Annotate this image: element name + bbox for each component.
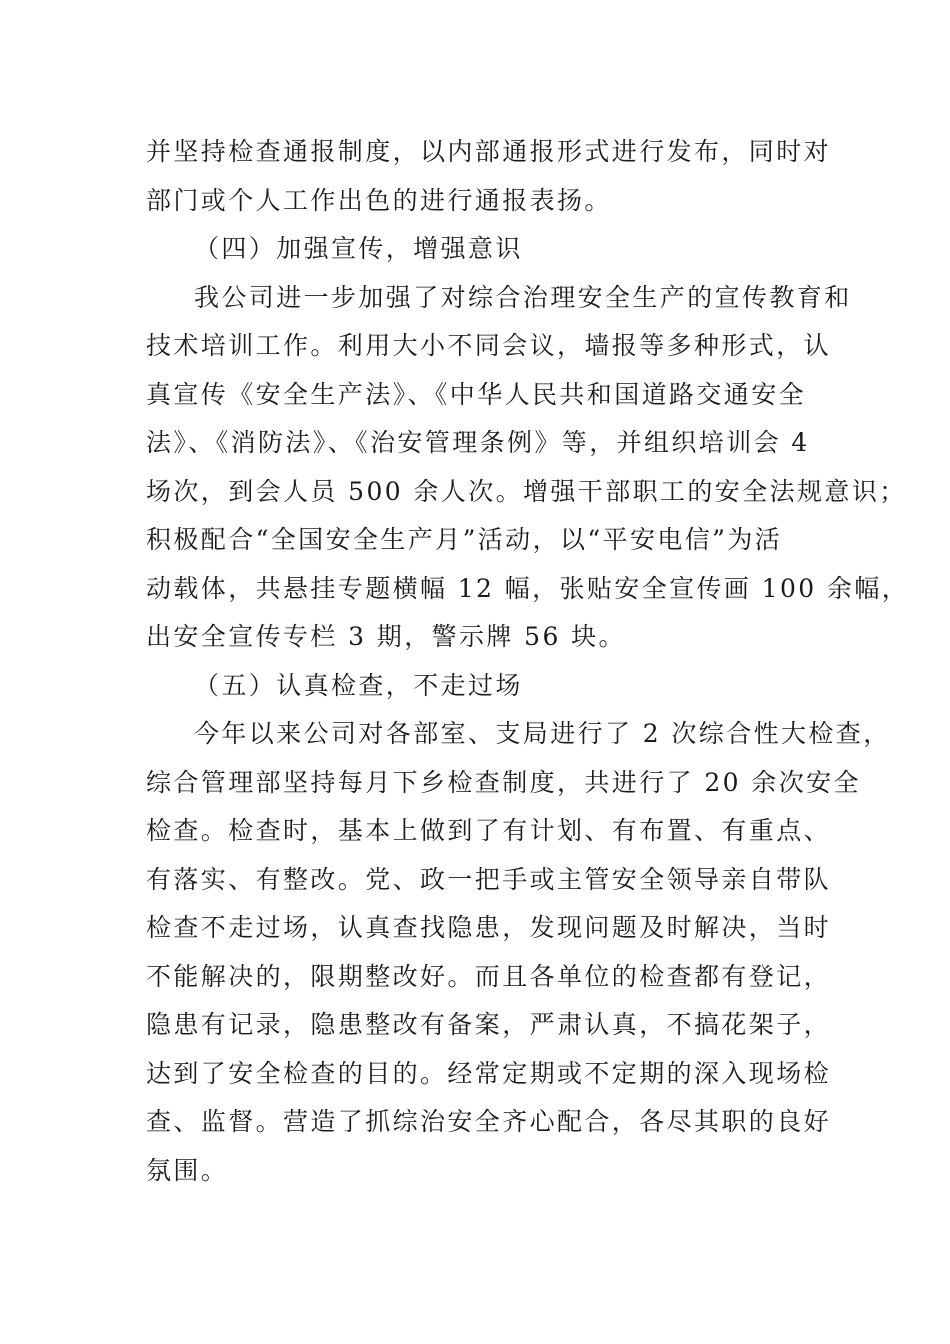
body-text-line: 氛围。: [146, 1155, 229, 1185]
body-text-line: 动载体，共悬挂专题横幅 12 幅，张贴安全宣传画 100 余幅，: [146, 573, 910, 603]
body-text-line: 有落实、有整改。党、政一把手或主管安全领导亲自带队: [146, 864, 832, 894]
body-text-line: 法》、《消防法》、《治安管理条例》等，并组织培训会 4: [146, 428, 810, 457]
section-heading: （四）加强宣传，增强意识: [194, 234, 523, 263]
body-text-line: 技术培训工作。利用大小不同会议，墙报等多种形式，认: [146, 331, 832, 360]
body-text-line: 出安全宣传专栏 3 期，警示牌 56 块。: [146, 622, 626, 651]
body-text-line: 积极配合“全国安全生产月”活动，以“平安电信”为活: [146, 525, 783, 554]
body-text-line: 综合管理部坚持每月下乡检查制度，共进行了 20 余次安全: [146, 767, 861, 797]
body-text-line: 不能解决的，限期整改好。而且各单位的检查都有登记，: [146, 961, 832, 991]
body-text-line: 场次，到会人员 500 余人次。增强干部职工的安全法规意识；: [146, 476, 907, 506]
body-text-line: 达到了安全检查的目的。经常定期或不定期的深入现场检: [146, 1058, 832, 1088]
body-text-line: 真宣传《安全生产法》、《中华人民共和国道路交通安全: [146, 379, 807, 409]
body-text-line: 并坚持检查通报制度，以内部通报形式进行发布，同时对: [146, 137, 832, 166]
document-body: [146, 128, 910, 1195]
body-text-line: 查、监督。营造了抓综治安全齐心配合，各尽其职的良好: [146, 1107, 832, 1136]
section-heading: （五）认真检查，不走过场: [194, 670, 523, 700]
body-text-line: 我公司进一步加强了对综合治理安全生产的宣传教育和: [194, 282, 852, 312]
body-text-line: 检查。检查时，基本上做到了有计划、有布置、有重点、: [146, 816, 832, 845]
body-text-line: 部门或个人工作出色的进行通报表扬。: [146, 185, 612, 215]
body-text-line: 隐患有记录，隐患整改有备案，严肃认真，不搞花架子，: [146, 1010, 832, 1039]
body-text-line: 检查不走过场，认真查找隐患，发现问题及时解决，当时: [146, 913, 832, 942]
body-text-line: 今年以来公司对各部室、支局进行了 2 次综合性大检查，: [194, 719, 891, 748]
